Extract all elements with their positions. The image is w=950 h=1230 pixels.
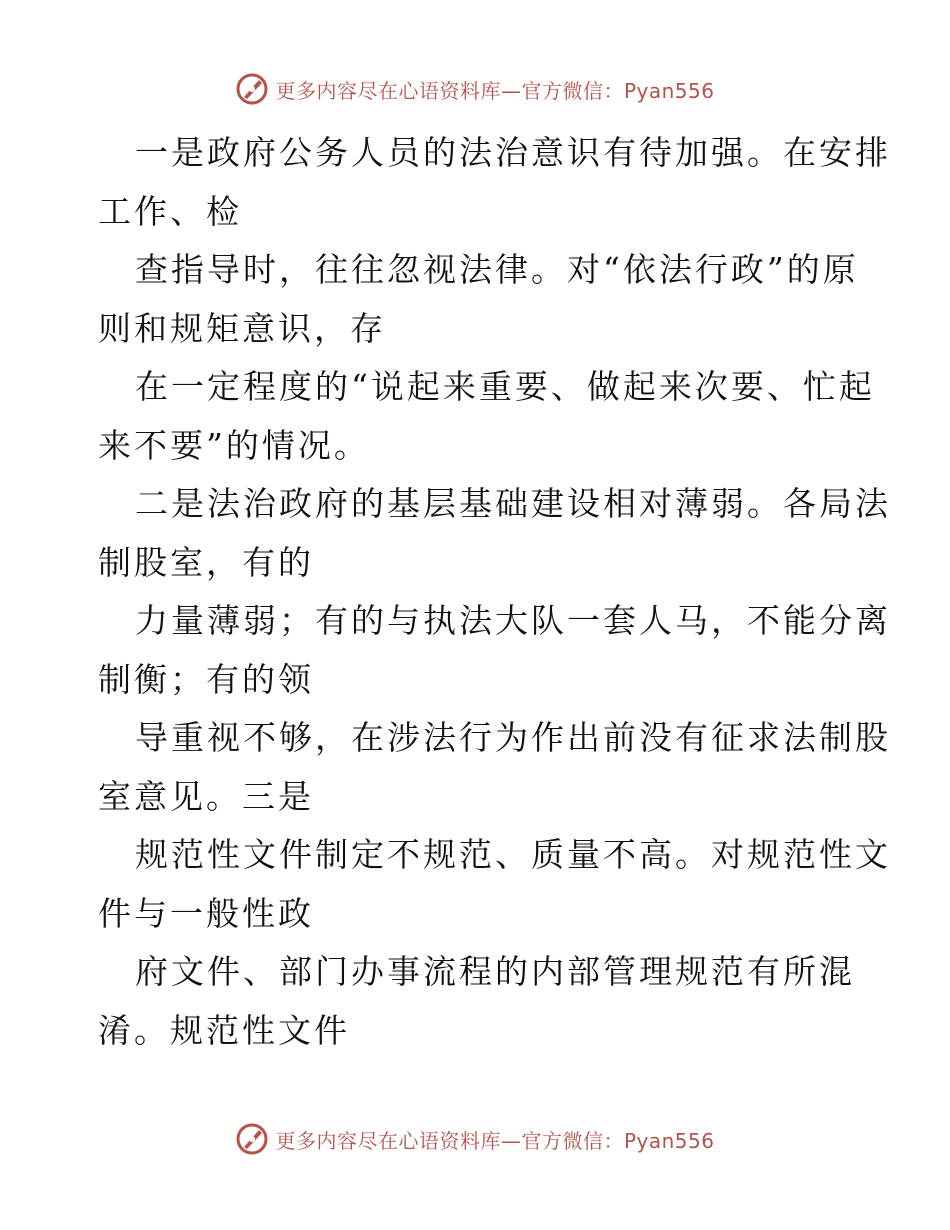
text-line: 查指导时，往往忽视法律。对“依法行政”的原 bbox=[135, 250, 859, 289]
text-line: 件与一般性政 bbox=[98, 893, 314, 933]
text-line: 府文件、部门办事流程的内部管理规范有所混 bbox=[135, 952, 855, 991]
text-line: 制衡；有的领 bbox=[98, 659, 314, 699]
quill-pen-logo-icon bbox=[235, 1122, 269, 1156]
text-line: 来不要”的情况。 bbox=[98, 425, 370, 465]
text-line: 工作、检 bbox=[98, 191, 242, 231]
document-body bbox=[98, 124, 891, 1060]
text-line: 一是政府公务人员的法治意识有待加强。在安排 bbox=[135, 133, 891, 172]
footer-banner-text: 更多内容尽在心语资料库—官方微信：Pyan556 bbox=[275, 1128, 715, 1153]
text-line: 在一定程度的“说起来重要、做起来次要、忙起 bbox=[135, 367, 875, 406]
header-banner-text: 更多内容尽在心语资料库—官方微信：Pyan556 bbox=[275, 78, 715, 103]
text-line: 二是法治政府的基层基础建设相对薄弱。各局法 bbox=[135, 484, 891, 523]
footer-banner bbox=[0, 1122, 950, 1156]
text-line: 规范性文件制定不规范、质量不高。对规范性文 bbox=[135, 835, 891, 874]
text-line: 导重视不够，在涉法行为作出前没有征求法制股 bbox=[135, 718, 891, 757]
quill-pen-logo-icon bbox=[235, 72, 269, 106]
text-line: 淆。规范性文件 bbox=[98, 1010, 350, 1050]
text-line: 制股室，有的 bbox=[98, 542, 314, 582]
text-line: 力量薄弱；有的与执法大队一套人马，不能分离 bbox=[135, 601, 891, 640]
text-line: 则和规矩意识，存 bbox=[98, 308, 386, 348]
text-line: 室意见。三是 bbox=[98, 776, 314, 816]
header-banner bbox=[0, 72, 950, 106]
